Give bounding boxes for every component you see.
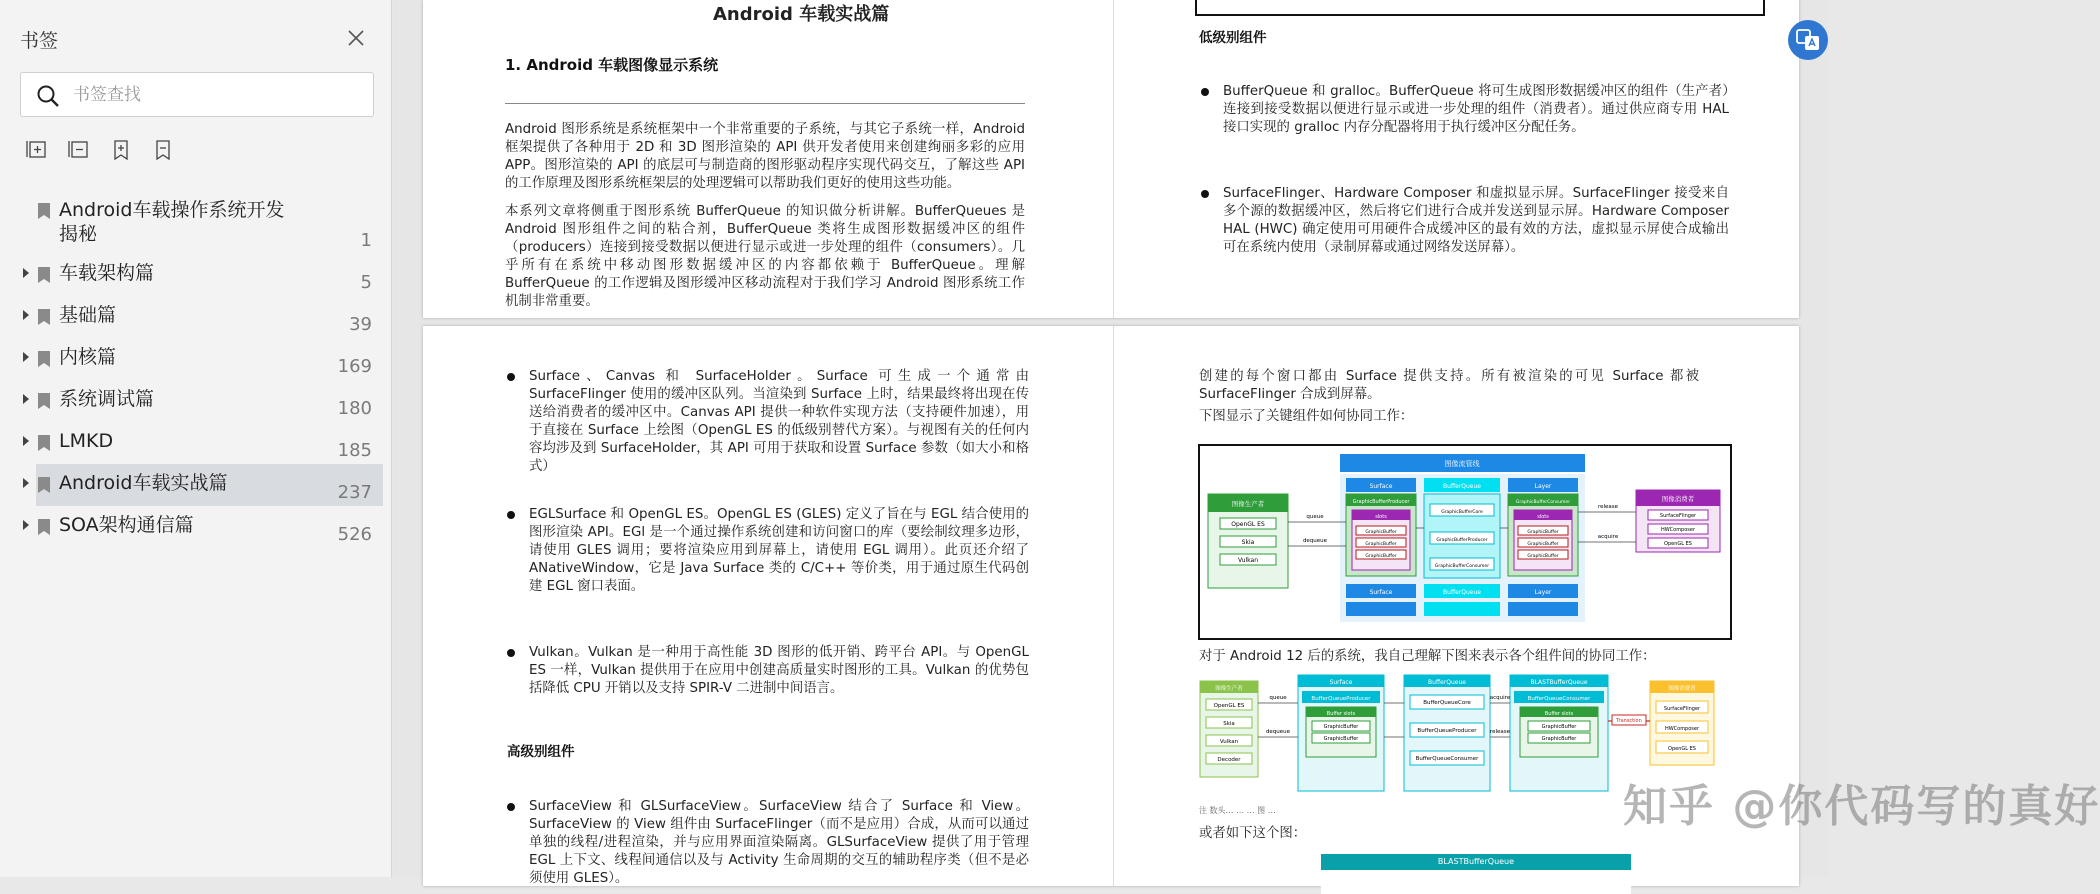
search-icon <box>35 83 61 109</box>
diagram-label: Transction <box>1616 718 1642 724</box>
expand-arrow-icon[interactable] <box>20 518 32 532</box>
paragraph: 下图显示了关键组件如何协同工作： <box>1199 409 1414 424</box>
diagram-label: Decoder <box>1217 757 1241 763</box>
expand-arrow-icon[interactable] <box>20 308 32 322</box>
diagram-label: GraphicBufferConsumer <box>1515 500 1571 505</box>
bookmark-icon <box>37 350 51 368</box>
bullet-dot <box>1201 88 1209 96</box>
page-title: Android 车载实战篇 <box>713 4 890 25</box>
paragraph: 对于 Android 12 后的系统，我自己理解下图来表示各个组件间的协同工作： <box>1199 649 1656 664</box>
diagram-label: Skia <box>1241 539 1255 546</box>
diagram-label: BufferQueueCore <box>1423 700 1471 706</box>
diagram-label: BufferQueue <box>1428 679 1466 686</box>
diagram-label: SurfaceFlinger <box>1659 513 1697 519</box>
bookmark-page-number: 185 <box>337 440 372 461</box>
bullet-dot <box>507 803 515 811</box>
bookmark-label: SOA架构通信篇 <box>59 514 194 536</box>
diagram-label: GraphicBuffer <box>1541 724 1577 730</box>
diagram-label: GraphicBuffer <box>1541 736 1577 742</box>
diagram-label: dequeue <box>1265 729 1291 735</box>
bookmark-item[interactable] <box>0 338 392 380</box>
diagram-label: BLASTBufferQueue <box>1321 854 1631 870</box>
bookmark-item-selected[interactable] <box>0 464 392 506</box>
bookmark-label: 内核篇 <box>59 346 117 368</box>
bookmark-label: 车载架构篇 <box>59 262 155 284</box>
figure-caption: 注 数头… … … 图 … <box>1199 806 1276 815</box>
bookmark-item[interactable] <box>0 422 392 464</box>
diagram-label: 图像流管线 <box>1444 460 1480 468</box>
bookmark-list <box>0 190 392 548</box>
diagram-label: queue <box>1306 514 1324 520</box>
page-spread-2 <box>423 326 1799 886</box>
diagram-label: GraphicBuffer <box>1365 554 1397 559</box>
diagram-label: Vulkan <box>1219 739 1239 745</box>
bullet-text: SurfaceFlinger、Hardware Composer 和虚拟显示屏。SurfaceFlinger 接受来自多个源的数据缓冲区，然后将它们进行合成并发送到显示屏。Hardware Composer HAL (HWC) 确定使用可用硬件合成缓冲区的最有效的方法，虚拟显示屏使合成输出可在系统内使用（录制屏幕或通过网络发送屏幕）。 <box>1223 186 1729 255</box>
paragraph: 本系列文章将侧重于图形系统 BufferQueue 的知识做分析讲解。BufferQueues 是 Android 图形组件之间的粘合剂，BufferQueue 类将生成图形数据缓冲区的组件（producers）连接到接受数据以便进行显示或进一步处理的组件（consumers）。几乎所有在系统中移动图形数据缓冲区的内容都依赖于 BufferQueue。理解 BufferQueue 的工作逻辑及图形缓冲区移动流程对于我们学习 Android 图形系统工作机制非常重要。 <box>505 204 1025 309</box>
bullet-text: EGLSurface 和 OpenGL ES。OpenGL ES (GLES) 定义了旨在与 EGL 结合使用的图形渲染 API。EGl 是一个通过操作系统创建和访问窗口的库（要绘制纹理多边形，请使用 GLES 调用；要将渲染应用到屏幕上，请使用 EGL 调用）。此页还介绍了 ANativeWindow，它是 Java Surface 类的 C/C++ 等价类，用于通过原生代码创建 EGL 窗口表面。 <box>529 507 1029 594</box>
diagram-label: BufferQueueProducer <box>1311 696 1371 702</box>
diagram-label: GraphicBuffer <box>1365 530 1397 535</box>
watermark: 知乎 @你代码写的真好 <box>1623 781 2100 832</box>
document-viewer[interactable] <box>393 0 2100 886</box>
bookmark-item[interactable] <box>0 254 392 296</box>
remove-bookmark-icon[interactable] <box>152 138 174 162</box>
diagram-label: Layer <box>1534 589 1552 596</box>
bookmark-toolbar <box>26 138 174 162</box>
diagram-label: queue <box>1269 695 1287 701</box>
diagram-label: GraphicBuffer <box>1527 542 1559 547</box>
diagram-label: 图像生产者 <box>1231 500 1265 508</box>
diagram-label: BufferQueue <box>1443 589 1481 596</box>
bookmark-icon <box>37 202 51 220</box>
bookmark-label: LMKD <box>59 430 114 452</box>
bookmark-label: Android车载实战篇 <box>59 472 228 494</box>
close-icon[interactable] <box>340 24 372 52</box>
diagram-label: Skia <box>1223 721 1235 727</box>
component-diagram <box>1198 444 1732 640</box>
diagram-label: 图像消费者 <box>1661 495 1695 503</box>
blast-bufferqueue-diagram <box>1321 854 1631 894</box>
bullet-dot <box>507 511 515 519</box>
bullet-text: BufferQueue 和 gralloc。BufferQueue 将可生成图形数据缓冲区的组件（生产者）连接到接受数据以便进行显示或进一步处理的组件（消费者）。通过供应商专用 HAL 接口实现的 gralloc 内存分配器将用于执行缓冲区分配任务。 <box>1223 84 1729 135</box>
page-divider <box>1113 326 1114 886</box>
bookmark-label: Android车载操作系统开发揭秘 <box>59 199 285 245</box>
diagram-label: GraphicBufferConsumer <box>1434 564 1490 569</box>
bullet-dot <box>507 649 515 657</box>
diagram-label: OpenGL ES <box>1213 703 1245 709</box>
diagram-label: GraphicBuffer <box>1527 530 1559 535</box>
diagram-label: dequeue <box>1302 538 1328 544</box>
diagram-label: GraphicBuffer <box>1365 542 1397 547</box>
translate-icon[interactable] <box>1788 20 1828 60</box>
bookmark-page-number: 526 <box>337 524 372 545</box>
diagram-label: 图像生产者 <box>1215 686 1243 692</box>
expand-arrow-icon[interactable] <box>20 350 32 364</box>
bookmark-icon <box>37 434 51 452</box>
diagram-label: GraphicBufferProducer <box>1436 538 1488 543</box>
translate-float-button[interactable] <box>1788 20 1828 60</box>
heading-rule <box>505 103 1025 104</box>
page-divider <box>1113 0 1114 318</box>
diagram-label: OpenGL ES <box>1231 521 1265 528</box>
diagram-label: Buffer slots <box>1544 711 1574 717</box>
bullet-dot <box>1201 190 1209 198</box>
bookmark-page-number: 39 <box>349 314 372 335</box>
section-heading: 高级别组件 <box>507 744 575 760</box>
bookmark-label: 系统调试篇 <box>59 388 155 410</box>
diagram-label: acquire <box>1489 695 1511 701</box>
paragraph: 或者如下这个图： <box>1199 826 1307 841</box>
diagram-label: Surface <box>1369 589 1393 596</box>
diagram-label: GraphicBufferProducer <box>1352 499 1410 505</box>
diagram-label: SurfaceFlinger <box>1663 706 1701 712</box>
bullet-text: Surface、Canvas 和 SurfaceHolder。Surface 可生成一个通常由 SurfaceFlinger 使用的缓冲区队列。当渲染到 Surface 上时，结果最终将出现在传送给消费者的缓冲区中。Canvas API 提供一种软件实现方法（支持硬件加速），用于直接在 Surface 上绘图（OpenGL ES 的低级别替代方案）。与视图有关的任何内容均涉及到 SurfaceHolder，其 API 可用于获取和设置 Surface 参数（如大小和格式） <box>529 369 1029 474</box>
diagram-label: slots <box>1375 514 1387 520</box>
diagram-label: Surface <box>1369 483 1393 490</box>
page-spread-1 <box>423 0 1799 318</box>
bookmark-page-number: 1 <box>360 230 372 251</box>
diagram-label: Layer <box>1534 483 1552 490</box>
section-heading: 1. Android 车载图像显示系统 <box>505 56 719 74</box>
diagram-label: slots <box>1537 514 1549 520</box>
diagram-label: acquire <box>1597 534 1619 540</box>
bookmark-icon <box>37 308 51 326</box>
paragraph: Android 图形系统是系统框架中一个非常重要的子系统，与其它子系统一样，Android 框架提供了各种用于 2D 和 3D 图形渲染的 API 供开发者使用来创建绚丽多彩的应用 APP。图形渲染的 API 的底层可与制造商的图形驱动程序实现代码交互，了解这些 API 的工作原理及图形系统框架层的处理逻辑可以帮助我们更好的使用这些功能。 <box>505 122 1025 191</box>
bullet-text: SurfaceView 和 GLSurfaceView。SurfaceView 结合了 Surface 和 View。SurfaceView 的 View 组件由 SurfaceFlinger（而不是应用）合成，从而可以通过单独的线程/进程渲染，并与应用界面渲染隔离。GLSurfaceView 提供了用于管理 EGL 上下文、线程间通信以及与 Activity 生命周期的交互的辅助程序类（但不是必须使用 GLES）。 <box>529 799 1029 886</box>
diagram-label: release <box>1489 729 1511 735</box>
diagram-label: 图像消费者 <box>1668 686 1696 692</box>
diagram-label: BufferQueueProducer <box>1417 728 1477 734</box>
diagram-label: HWComposer <box>1660 527 1696 533</box>
diagram-label: GraphicBuffer <box>1323 724 1359 730</box>
paragraph: 创建的每个窗口都由 Surface 提供支持。所有被渲染的可见 Surface 都被 SurfaceFlinger 合成到屏幕。 <box>1199 369 1699 402</box>
bookmark-search-input[interactable] <box>73 81 363 109</box>
diagram-label: GraphicBuffer <box>1527 554 1559 559</box>
panel-title: 书签 <box>20 30 59 52</box>
expand-arrow-icon[interactable] <box>20 434 32 448</box>
bookmark-search-box[interactable] <box>20 72 374 117</box>
bookmark-item[interactable] <box>0 296 392 338</box>
diagram-svg <box>1200 446 1730 638</box>
diagram-label: BufferQueueConsumer <box>1415 756 1479 762</box>
bookmark-label: 基础篇 <box>59 304 117 326</box>
diagram-label: GraphicBuffer <box>1323 736 1359 742</box>
bookmark-panel <box>0 0 392 877</box>
bookmark-item[interactable] <box>0 506 392 548</box>
expand-arrow-icon[interactable] <box>20 392 32 406</box>
close-panel-button[interactable] <box>340 24 372 52</box>
collapse-all-icon[interactable] <box>68 138 90 162</box>
bookmark-icon <box>37 266 51 284</box>
add-bookmark-icon[interactable] <box>110 138 132 162</box>
bullet-dot <box>507 373 515 381</box>
diagram-label: BufferQueueConsumer <box>1527 696 1591 702</box>
diagram-label: BLASTBufferQueue <box>1530 679 1588 686</box>
bookmark-page-number: 237 <box>337 482 372 503</box>
bookmark-page-number: 169 <box>337 356 372 377</box>
section-heading: 低级别组件 <box>1199 30 1267 46</box>
expand-all-icon[interactable] <box>26 138 48 162</box>
bookmark-page-number: 5 <box>360 272 372 293</box>
bookmark-item[interactable] <box>0 380 392 422</box>
expand-arrow-icon[interactable] <box>20 266 32 280</box>
diagram-label: Buffer slots <box>1326 711 1356 717</box>
diagram-label: Surface <box>1329 679 1353 686</box>
bookmark-icon <box>37 392 51 410</box>
expand-arrow-icon[interactable] <box>20 476 32 490</box>
diagram-label: Vulkan <box>1237 557 1259 564</box>
diagram-label: OpenGL ES <box>1664 541 1692 547</box>
bullet-text: Vulkan。Vulkan 是一种用于高性能 3D 图形的低开销、跨平台 API。与 OpenGL ES 一样，Vulkan 提供用于在应用中创建高质量实时图形的工具。Vulkan 的优势包括降低 CPU 开销以及支持 SPIR-V 二进制中间语言。 <box>529 645 1029 696</box>
diagram-label: HWComposer <box>1664 726 1700 732</box>
bookmark-page-number: 180 <box>337 398 372 419</box>
bookmark-icon <box>37 518 51 536</box>
bookmark-item[interactable] <box>0 190 392 254</box>
diagram-label: OpenGL ES <box>1668 746 1696 752</box>
figure-frame-bottom <box>1195 0 1765 16</box>
diagram-label: GraphicBufferCore <box>1441 510 1483 515</box>
bookmark-icon <box>37 476 51 494</box>
diagram-label: release <box>1597 504 1619 510</box>
diagram-label: BufferQueue <box>1443 483 1481 490</box>
